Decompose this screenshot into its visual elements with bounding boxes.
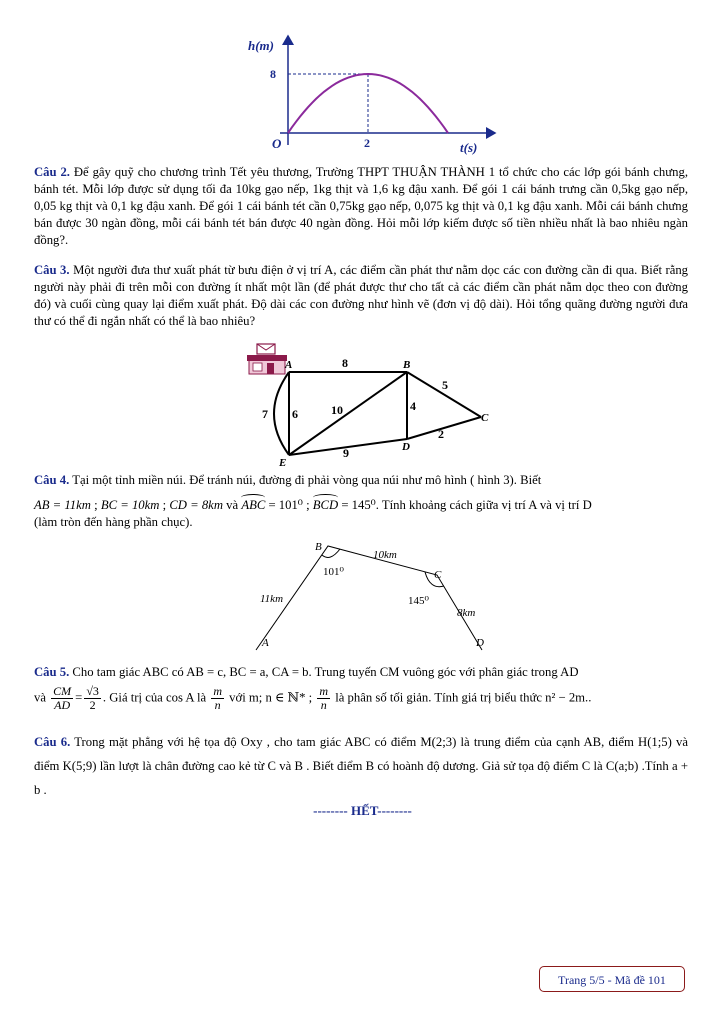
question-6 [34, 730, 688, 802]
question-2-text: Để gây quỹ cho chương trình Tết yêu thương, Trường THPT THUẬN THÀNH 1 tổ chức cho các lớp gói bánh chưng, bánh tét. Mỗi lớp được sử dụng tối đa 10kg gạo nếp, 1kg thịt và 1,6 kg đậu xanh. Để gói 1 cái bánh trưng cần 0,5kg gạo nếp, 0,05 kg thịt và 0,1 kg đậu xanh. Để gói 1 cái bánh tét cần 0,75kg gạo nếp, 0,075 kg thịt và 0,1 kg đậu xanh. Mỗi cái bánh chưng bán được 30 ngàn đồng, mỗi cái bánh tét bán được 40 ngàn đồng. Hỏi mỗi lớp kiếm được số tiền nhiều nhất là bao nhiêu ngàn đồng?. [34, 165, 689, 247]
origin-label: O [272, 136, 282, 151]
height-time-graph [240, 30, 510, 155]
edge-cd [407, 417, 481, 439]
y-tick-label: 8 [270, 67, 276, 81]
q5-frac-num: CM [53, 684, 72, 698]
question-5-number: Câu 5. [34, 665, 70, 679]
q5-va: và [34, 690, 46, 705]
question-4-text1: Tại một tỉnh miền núi. Để tránh núi, đường đi phải vòng qua núi như mô hình ( hình 3). Biết [72, 473, 542, 487]
edge-be [289, 372, 407, 455]
q5-frac-den: AD [54, 698, 71, 712]
length-ab: 11km [260, 593, 284, 605]
question-4-text3: (làm tròn đến hàng phần chục). [34, 515, 193, 529]
question-3-text: Một người đưa thư xuất phát từ bưu điện ở vị trí A, các điểm cần phát thư nằm dọc các con đường cần đi qua. Biết rằng người này phải đi trên mỗi con đường ít nhất một lần (để phát được thư cho tất cả các điểm cần phát nằm dọc theo con đường đó) và cuối cùng quay lại điểm xuất phát. Độ dài các con đường như hình vẽ (đơn vị độ dài). Hỏi tổng quãng đường người đưa thư có thể đi ngắn nhất có thể là bao nhiêu? [34, 263, 689, 328]
q5-ratio-fraction [51, 685, 73, 712]
post-office-icon [247, 344, 287, 374]
weight-bd: 4 [410, 399, 416, 413]
q5-n-1: n [214, 698, 221, 712]
point-a-label: A [262, 637, 269, 649]
q5-irreducible-fraction [317, 685, 330, 712]
q5-rhs-den: 2 [89, 698, 96, 712]
edge-ae-curve [274, 372, 289, 455]
q4-arc-abc: ABC [241, 498, 266, 512]
q4-arc-bcd: BCD [312, 498, 339, 512]
question-4-number: Câu 4. [34, 473, 70, 487]
q5-end: là phân số tối giản. Tính giá trị biểu thức n² − 2m.. [335, 690, 592, 705]
point-b-label: B [315, 541, 322, 553]
angle-b-label: 101⁰ [323, 566, 344, 578]
vertex-c: C [481, 412, 489, 424]
length-bc: 10km [373, 549, 397, 561]
page-footer: Trang 5/5 - Mã đề 101 [539, 966, 685, 992]
weight-bc: 5 [442, 378, 448, 392]
weight-ab: 8 [342, 356, 348, 370]
angle-c-label: 145⁰ [408, 595, 429, 607]
weight-cd: 2 [438, 427, 444, 441]
point-d-label: D [476, 637, 484, 649]
question-2 [34, 164, 688, 249]
route-network-diagram [245, 340, 495, 470]
question-4-text2: . Tính khoảng cách giữa vị trí A và vị trí D [375, 498, 592, 512]
vertex-b: B [403, 359, 411, 371]
weight-ae-curve: 7 [262, 407, 268, 421]
q4-bcd-value: = 145⁰ [341, 498, 376, 512]
weight-be: 10 [331, 403, 343, 417]
q5-rhs-fraction [84, 685, 101, 712]
question-6-number: Câu 6. [34, 735, 71, 749]
q5-with: với m; n ∈ ℕ* ; [229, 690, 313, 705]
question-6-text: Trong mặt phẳng với hệ tọa độ Oxy , cho tam giác ABC có điểm M(2;3) là trung điểm của cạnh AB, điểm H(1;5) và điểm K(5;9) lần lượt là chân đường cao kẻ từ C và B . Biết điểm B có hoành độ dương. Giả sử tọa độ điểm C là C(a;b) .Tính a + b . [34, 735, 689, 797]
x-axis-label: t(s) [460, 140, 478, 155]
question-5-line1: Cho tam giác ABC có AB = c, BC = a, CA = b. Trung tuyến CM vuông góc với phân giác trong AD [72, 665, 579, 679]
end-mark: -------- HẾT-------- [313, 803, 412, 818]
question-3-number: Câu 3. [34, 263, 70, 277]
road-path [256, 546, 482, 650]
vertex-e: E [279, 457, 287, 469]
q5-eq: = [75, 690, 83, 705]
q5-n-2: n [320, 698, 327, 712]
q5-mid: . Giá trị của cos A là [102, 690, 207, 705]
q5-rhs-num: √3 [86, 684, 99, 698]
q4-cd: CD = 8km [169, 498, 223, 512]
weight-ae: 6 [292, 407, 298, 421]
q5-cos-fraction [211, 685, 224, 712]
mountain-road-diagram [250, 538, 500, 656]
q5-m-1: m [213, 684, 222, 698]
q4-ab: AB = 11km [34, 498, 91, 512]
question-3 [34, 262, 688, 330]
q4-bc: BC = 10km [100, 498, 160, 512]
q5-m-2: m [319, 684, 329, 698]
question-4: Câu 4. Tại một tỉnh miền núi. Để tránh núi, đường đi phải vòng qua núi như mô hình ( hình 3). Biết AB = 11km ; BC = 10km ; CD = 8km và ABC = 101⁰ ; BCD = 145⁰. Tính khoảng cách giữa vị trí A và vị trí D (làm tròn đến hàng phần chục). [34, 472, 688, 531]
point-c-label: C [434, 569, 442, 581]
y-axis-label: h(m) [248, 38, 274, 53]
length-cd: 8km [457, 607, 476, 619]
q4-abc-value: = 101⁰ [268, 498, 303, 512]
x-tick-label: 2 [364, 136, 370, 150]
vertex-a: A [285, 359, 293, 371]
vertex-d: D [402, 441, 410, 453]
weight-de: 9 [343, 446, 349, 460]
question-2-number: Câu 2. [34, 165, 70, 179]
q4-and: và [226, 498, 239, 512]
question-5 [34, 664, 688, 712]
